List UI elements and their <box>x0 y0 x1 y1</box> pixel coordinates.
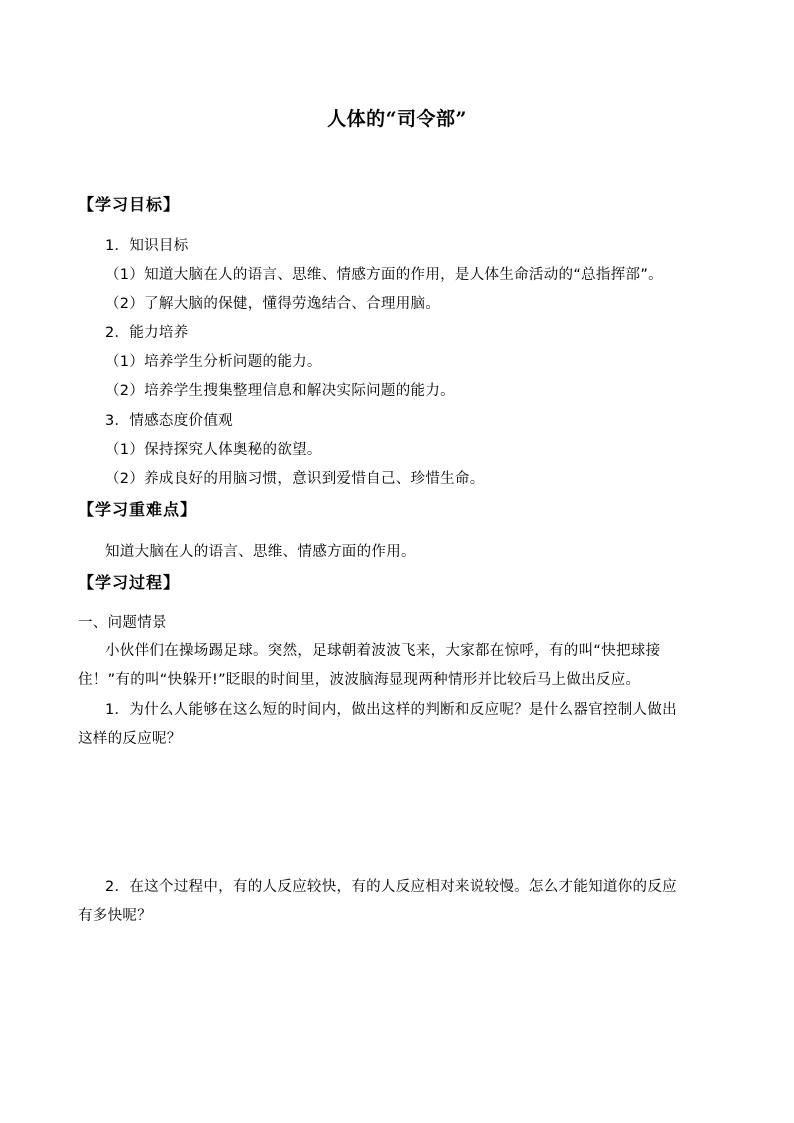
key-points-text: 知道大脑在人的语言、思维、情感方面的作用。 <box>105 544 416 560</box>
objectives-heading: 【学习目标】 <box>78 195 181 214</box>
question-1-line-1: 1．为什么人能够在这么短的时间内，做出这样的判断和反应呢？是什么器官控制人做出 <box>105 702 677 718</box>
knowledge-item-2: （2）了解大脑的保健，懂得劳逸结合、合理用脑。 <box>105 296 441 312</box>
knowledge-item-1: （1）知道大脑在人的语言、思维、情感方面的作用，是人体生命活动的“总指挥部”。 <box>105 267 663 283</box>
ability-heading: 2．能力培养 <box>105 325 189 341</box>
emotion-item-2: （2）养成良好的用脑习惯，意识到爱惜自己、珍惜生命。 <box>105 471 485 487</box>
emotion-item-1: （1）保持探究人体奥秘的欲望。 <box>105 442 322 458</box>
question-2-line-1: 2．在这个过程中，有的人反应较快，有的人反应相对来说较慢。怎么才能知道你的反应 <box>105 879 677 895</box>
process-subheading: 一、问题情景 <box>78 615 167 631</box>
scenario-line-1: 小伙伴们在操场踢足球。突然，足球朝着波波飞来，大家都在惊呼，有的叫“快把球接 <box>105 643 661 659</box>
question-1-line-2: 这样的反应呢？ <box>78 731 182 747</box>
knowledge-heading: 1．知识目标 <box>105 238 189 254</box>
process-heading: 【学习过程】 <box>78 573 181 592</box>
question-2-line-2: 有多快呢？ <box>78 908 152 924</box>
ability-item-1: （1）培养学生分析问题的能力。 <box>105 354 322 370</box>
document-title: 人体的“司令部” <box>327 108 467 130</box>
key-points-heading: 【学习重难点】 <box>78 500 198 519</box>
scenario-line-2: 住！”有的叫“快躲开!”眨眼的时间里，波波脑海显现两种情形并比较后马上做出反应。 <box>78 672 641 688</box>
emotion-heading: 3．情感态度价值观 <box>105 413 233 429</box>
ability-item-2: （2）培养学生搜集整理信息和解决实际问题的能力。 <box>105 383 455 399</box>
